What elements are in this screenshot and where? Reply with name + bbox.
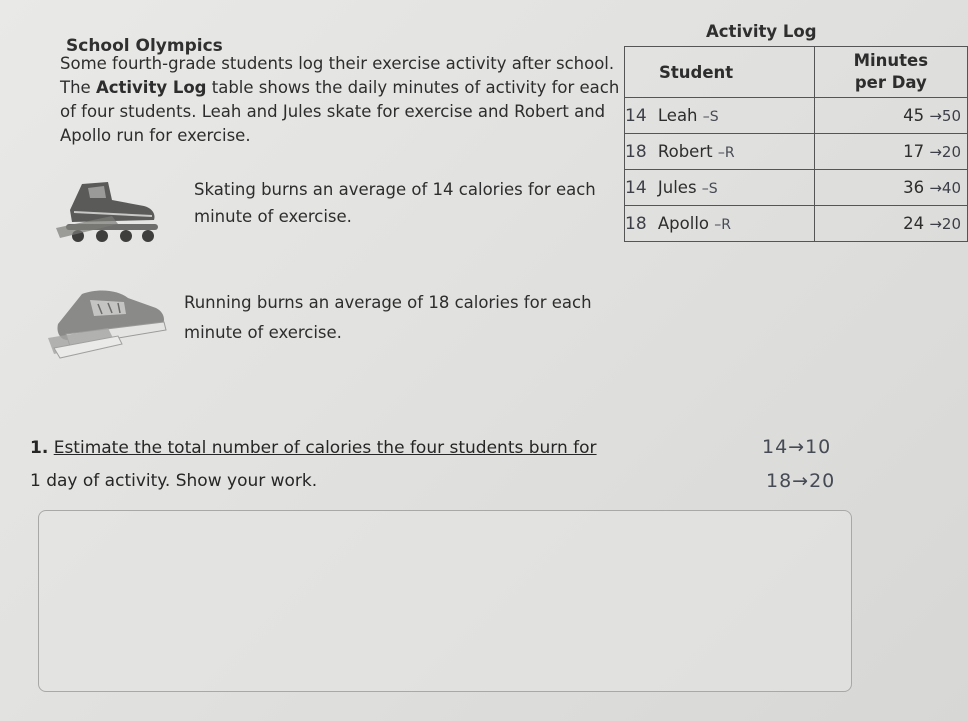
minutes-value: 45 <box>903 106 925 125</box>
question-text-line1: Estimate the total number of calories the four students burn for <box>53 438 597 458</box>
question-text-line2: 1 day of activity. Show your work. <box>30 471 318 491</box>
skating-fact: Skating burns an average of 14 calories for each minute of exercise. <box>194 180 596 226</box>
handwritten-estimate: →50 <box>929 107 961 125</box>
handwritten-note-run: 18→20 <box>766 470 836 492</box>
handwritten-estimate: →20 <box>929 215 961 233</box>
student-name: Robert <box>657 141 713 161</box>
minutes-cell <box>814 206 967 242</box>
intro-part1: Some fourth-grade students log their exercise activity after school. The <box>60 54 615 97</box>
page-title: School Olympics <box>66 36 223 56</box>
activity-log-table <box>624 46 968 242</box>
minutes-value: 36 <box>903 178 925 197</box>
handwritten-estimate: →40 <box>929 179 961 197</box>
minutes-header-line1: Minutes <box>853 51 929 70</box>
student-name: Jules <box>657 177 697 197</box>
student-cell <box>625 170 815 206</box>
handwritten-rate: 14 <box>625 177 647 198</box>
handwritten-estimate: →20 <box>929 143 961 161</box>
question-1 <box>30 432 730 498</box>
handwritten-mark: –S <box>701 180 718 197</box>
handwritten-rate: 18 <box>625 213 647 234</box>
minutes-value: 17 <box>903 142 925 161</box>
running-shoe-icon <box>38 284 168 364</box>
intro-part2: table shows the daily minutes of activity for each of four students. Leah and Jules skate for exercise and Robert and Apollo run for exercise. <box>60 78 620 145</box>
handwritten-mark: –R <box>717 144 735 161</box>
student-header-label: Student <box>659 62 734 82</box>
table-row <box>625 170 968 206</box>
student-cell <box>625 206 815 242</box>
handwritten-mark: –S <box>702 108 719 125</box>
student-cell <box>625 134 815 170</box>
minutes-cell <box>814 170 967 206</box>
student-cell <box>625 98 815 134</box>
activity-log-title: Activity Log <box>706 22 817 41</box>
handwritten-rate: 14 <box>625 105 647 126</box>
answer-box[interactable] <box>38 510 852 692</box>
inline-skate-icon <box>52 176 162 244</box>
table-row <box>625 98 968 134</box>
minutes-value: 24 <box>903 214 925 233</box>
minutes-header <box>814 47 967 98</box>
minutes-header-line2: per Day <box>854 73 927 92</box>
table-row <box>625 134 968 170</box>
table-row <box>625 206 968 242</box>
handwritten-mark: –R <box>714 216 731 233</box>
intro-bold: Activity Log <box>95 78 207 97</box>
running-fact: Running burns an average of 18 calories for each minute of exercise. <box>184 293 592 342</box>
student-header <box>625 47 815 98</box>
student-name: Leah <box>657 105 698 125</box>
handwritten-note-skate: 14→10 <box>762 436 832 458</box>
question-number: 1. <box>30 438 49 458</box>
minutes-cell <box>814 134 967 170</box>
student-name: Apollo <box>657 213 710 233</box>
handwritten-rate: 18 <box>625 141 647 162</box>
minutes-cell <box>814 98 967 134</box>
intro-paragraph <box>60 52 620 148</box>
